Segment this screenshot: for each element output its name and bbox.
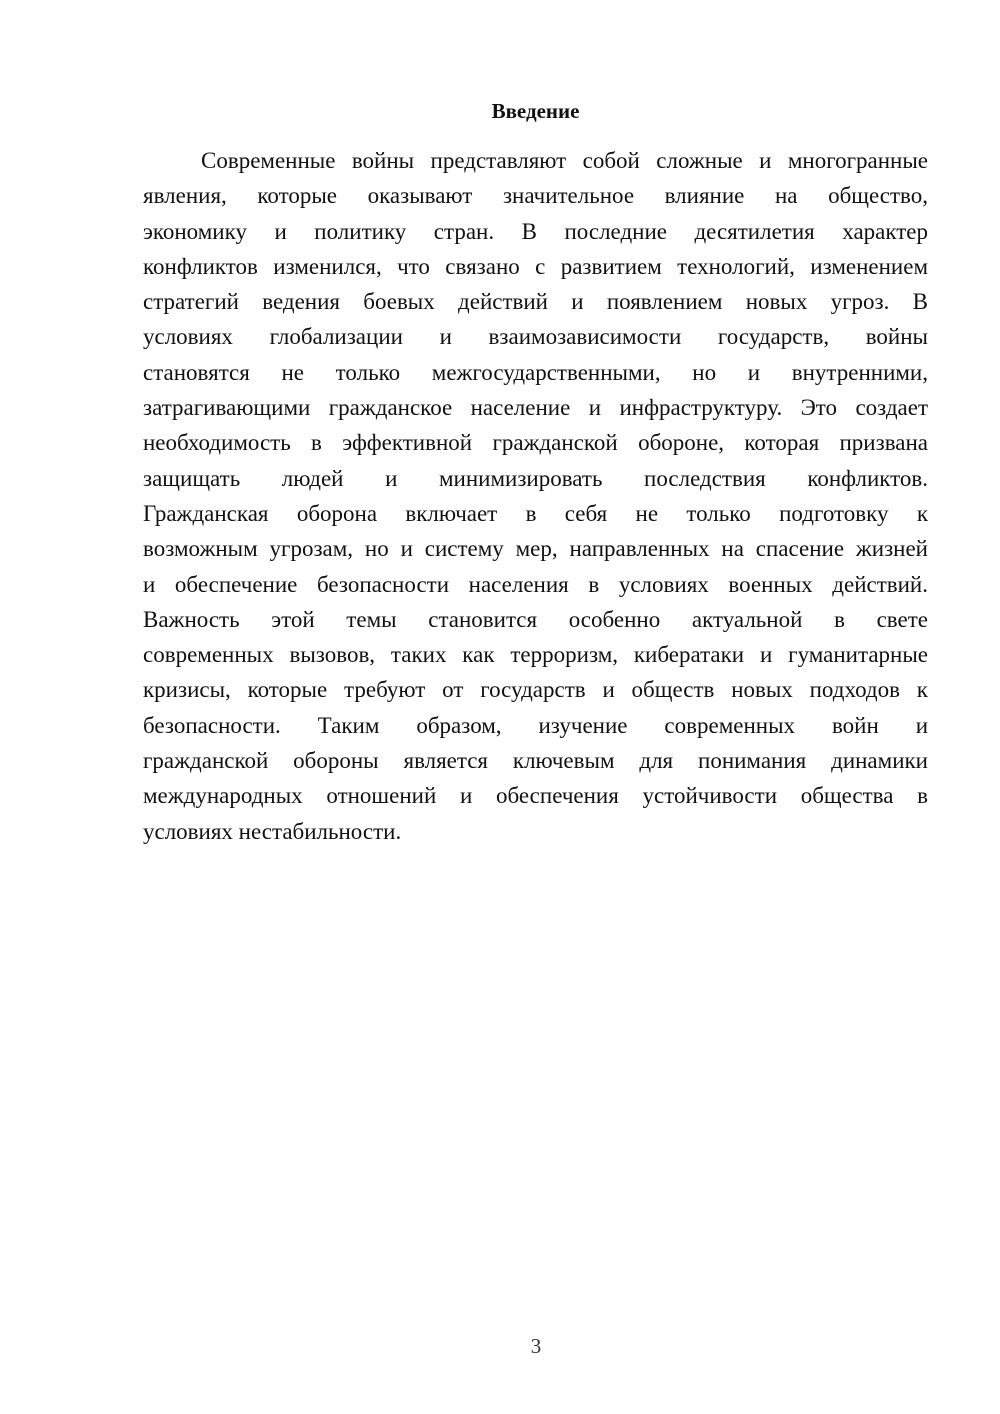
paragraph-line: Гражданская оборона включает в себя не только подготовку к	[143, 500, 928, 526]
paragraph-line: явления, которые оказывают значительное влияние на общество,	[143, 183, 928, 209]
paragraph-line: затрагивающими гражданское население и инфраструктуру. Это создает	[143, 395, 928, 421]
page-number: 3	[530, 1334, 542, 1358]
paragraph-line: условиях глобализации и взаимозависимости государств, войны	[143, 324, 928, 350]
body-paragraph	[143, 143, 928, 849]
paragraph-line: Важность этой темы становится особенно актуальной в свете	[143, 606, 928, 632]
paragraph-line: международных отношений и обеспечения устойчивости общества в	[143, 783, 928, 809]
paragraph-line: Современные войны представляют собой сложные и многогранные	[201, 148, 928, 173]
paragraph-line: кризисы, которые требуют от государств и обществ новых подходов к	[143, 677, 928, 703]
paragraph-line: возможным угрозам, но и систему мер, направленных на спасение жизней	[143, 536, 928, 562]
paragraph-line: и обеспечение безопасности населения в условиях военных действий.	[143, 571, 928, 597]
section-title: Введение	[491, 99, 580, 123]
paragraph-line: безопасности. Таким образом, изучение современных войн и	[143, 712, 928, 738]
paragraph-line: гражданской обороны является ключевым для понимания динамики	[143, 748, 928, 774]
paragraph-line: необходимость в эффективной гражданской обороне, которая призвана	[143, 430, 928, 456]
paragraph-line: условиях нестабильности.	[143, 818, 402, 844]
paragraph-line: становятся не только межгосударственными, но и внутренними,	[143, 359, 928, 385]
paragraph-line: стратегий ведения боевых действий и появлением новых угроз. В	[143, 289, 928, 315]
paragraph-line: современных вызовов, таких как терроризм, кибератаки и гуманитарные	[143, 642, 928, 668]
paragraph-line: конфликтов изменился, что связано с развитием технологий, изменением	[143, 253, 928, 279]
paragraph-line: защищать людей и минимизировать последствия конфликтов.	[143, 465, 928, 491]
paragraph-line: экономику и политику стран. В последние десятилетия характер	[143, 218, 928, 244]
